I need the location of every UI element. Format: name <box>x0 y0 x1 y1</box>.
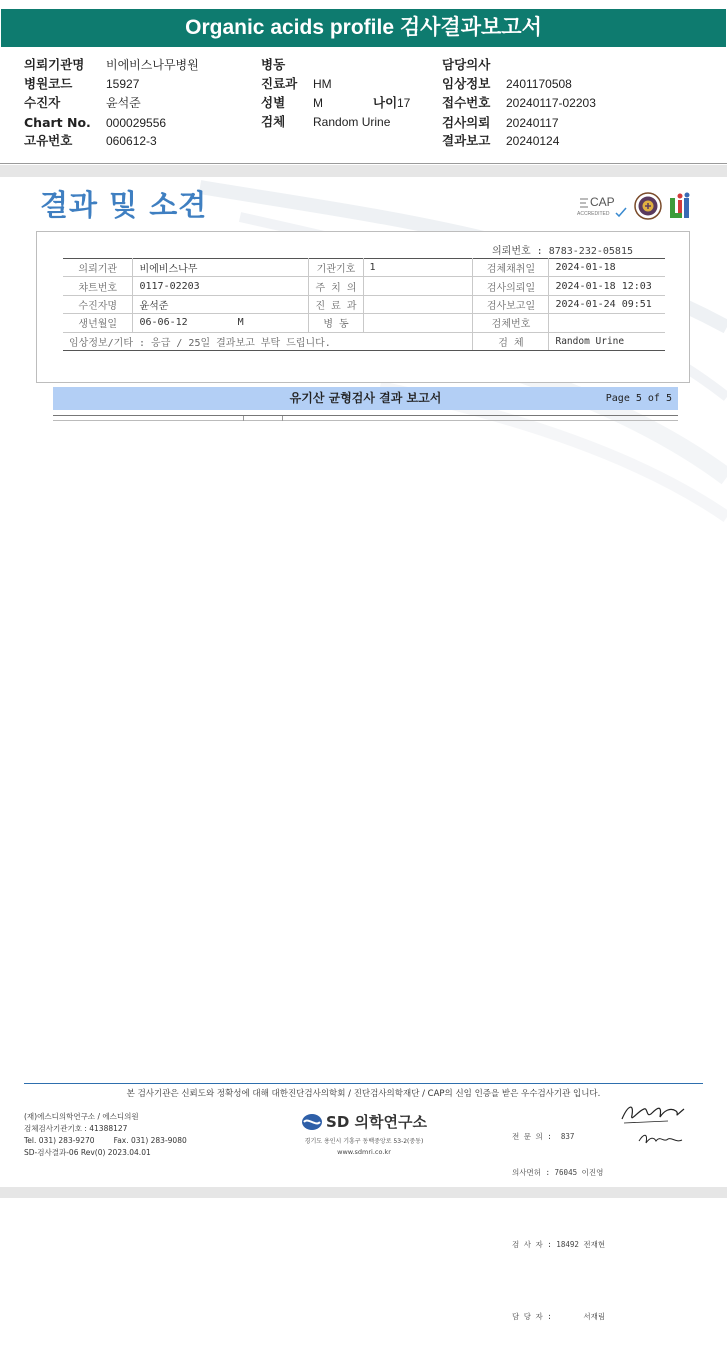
separator-band <box>0 165 727 177</box>
physician-signature <box>618 1101 688 1127</box>
cap-logo-subtext: ACCREDITED <box>577 211 610 217</box>
table-row: 의뢰기관 비에비스나무 기관기호 1 검체채취일 2024-01-18 <box>63 259 665 277</box>
lab-brand-name: SD 의학연구소 <box>326 1113 427 1131</box>
header-row-sex-age: 성별 M 나이 17 <box>261 95 411 110</box>
report-section-bar <box>53 387 678 410</box>
header-row-report-date: 결과보고 20240124 <box>442 133 560 148</box>
request-info-table <box>63 258 665 351</box>
lab-website: www.sdmri.co.kr <box>337 1148 391 1156</box>
result-page <box>0 177 727 1077</box>
header-row-chart-no: Chart No. 000029556 <box>24 115 167 130</box>
technician-signature <box>636 1131 684 1147</box>
patient-info-header <box>0 52 727 164</box>
header-row-institution: 의뢰기관명 비에비스나무병원 <box>24 57 199 72</box>
laboratory-medicine-logo <box>668 192 694 220</box>
lab-brand <box>298 1111 430 1156</box>
lab-contact-info: (재)에스디의학연구소 / 에스디의원 검체검사기관기호 : 41388127 Tel. 031) 283-9270 Fax. 031) 283-9080 SD-검사결과-06 Rev(0) 2023.04.01 <box>24 1112 187 1157</box>
report-title: Organic acids profile 검사결과보고서 <box>1 9 726 47</box>
header-row-unique-no: 고유번호 060612-3 <box>24 133 157 148</box>
header-row-specimen: 검체 Random Urine <box>261 114 391 129</box>
table-row: 챠트번호 0117-02203 주 치 의 검사의뢰일 2024-01-18 12:03 <box>63 277 665 295</box>
header-row-request-date: 검사의뢰 20240117 <box>442 115 559 130</box>
cap-accredited-logo <box>576 193 628 219</box>
request-number: 의뢰번호 : 8783-232-05815 <box>492 246 633 257</box>
header-row-doctor: 담당의사 <box>442 57 491 72</box>
page-indicator: Page 5 of 5 <box>605 393 672 404</box>
lab-address: 경기도 용인시 기흥구 동백중앙로 53-2(중동) <box>304 1138 424 1145</box>
clinical-note: 임상정보/기타 : 응급 / 25일 결과보고 부탁 드립니다. <box>63 332 473 350</box>
request-info-box <box>36 231 690 383</box>
sd-logo-icon <box>301 1113 323 1131</box>
header-row-hospital-code: 병원코드 15927 <box>24 76 140 91</box>
society-seal-logo <box>634 192 662 220</box>
table-row: 수진자명 윤석준 진 료 과 검사보고일 2024-01-24 09:51 <box>63 295 665 313</box>
header-row-patient: 수진자 윤석준 <box>24 95 141 110</box>
certification-note: 본 검사기관은 신뢰도와 정확성에 대해 대한진단검사의학회 / 진단검사의학재단 / CAP의 신임 인증을 받은 우수검사기관 입니다. <box>126 1089 601 1099</box>
title-bar <box>0 0 727 48</box>
report-table-header-line <box>53 415 678 421</box>
footer-divider <box>24 1083 703 1084</box>
page-footer <box>0 1077 727 1321</box>
cap-logo-text: CAP <box>590 195 615 209</box>
header-row-ward: 병동 <box>261 57 286 72</box>
report-section-title: 유기산 균형검사 결과 보고서 <box>289 391 442 405</box>
bottom-band <box>0 1187 727 1198</box>
header-row-dept: 진료과 HM <box>261 76 332 91</box>
result-section-title: 결과 및 소견 <box>40 188 208 222</box>
table-row: 임상정보/기타 : 응급 / 25일 결과보고 부탁 드립니다. 검 체 Random Urine <box>63 332 665 350</box>
table-row: 생년월일 06-06-12 M 병 동 검체번호 <box>63 314 665 332</box>
header-row-clinical-info: 임상정보 2401170508 <box>442 76 572 91</box>
header-row-receipt-no: 접수번호 20240117-02203 <box>442 95 596 110</box>
signatories: 전 문 의 : 837 의사면허 : 76045 이진영 검 사 자 : 18492 전재현 담 당 자 : 서재림 <box>512 1132 606 1321</box>
